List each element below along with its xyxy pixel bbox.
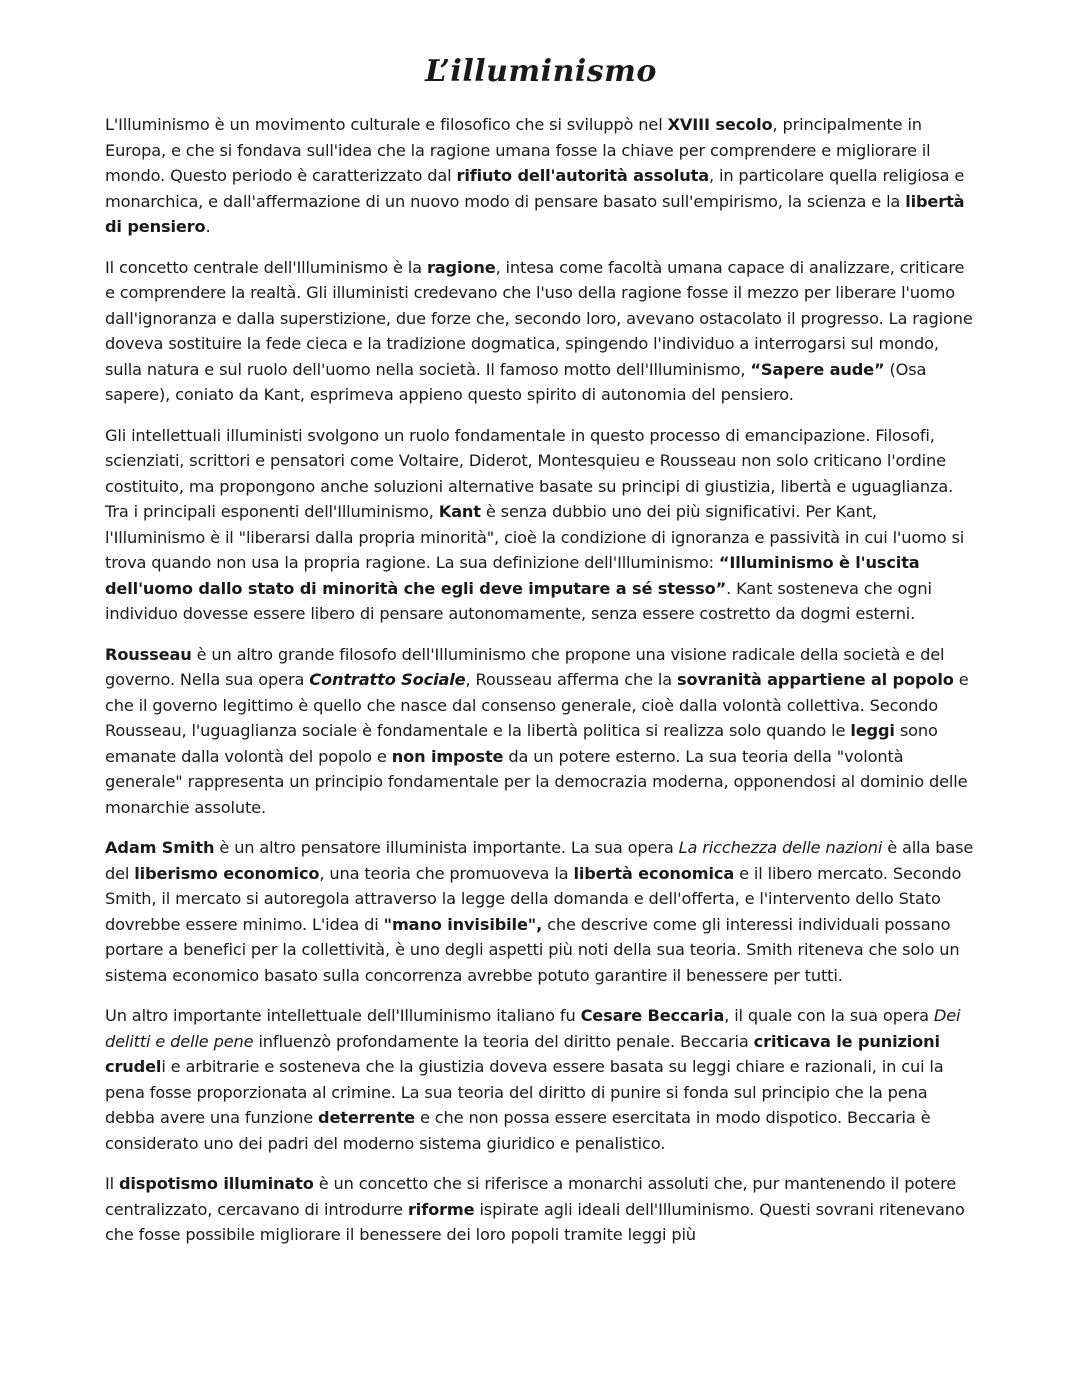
text-run: sono emanate dalla volontà del popolo e	[105, 721, 938, 766]
text-run: e il libero mercato. Secondo Smith, il mercato si autoregola attraverso la legge della domanda e dell'offerta, e l'intervento dello Stato dovrebbe essere minimo. L'idea di	[105, 863, 962, 934]
bold-text: Kant	[438, 502, 481, 521]
text-run: , una teoria che promuoveva la	[319, 863, 574, 883]
paragraph-1	[105, 112, 977, 240]
text-run: , Rousseau afferma che la	[465, 670, 678, 689]
document-page	[105, 0, 977, 1263]
text-run: , principalmente in Europa, e che si fondava sull'idea che la ragione umana fosse la chiave per comprendere e migliorare il mondo. Questo periodo è caratterizzato dal	[105, 115, 931, 185]
bold-text: libertà economica	[573, 863, 735, 883]
text-run: Un altro importante intellettuale dell'Illuminismo italiano fu	[105, 1006, 581, 1025]
paragraph-3	[105, 423, 977, 627]
bold-text: “Sapere aude”	[750, 359, 885, 379]
text-run: e che non possa essere esercitata in modo dispotico. Beccaria è considerato uno dei padri del moderno sistema giuridico e penalistico.	[105, 1108, 931, 1153]
italic-text: Dei delitti e delle pene	[105, 1006, 961, 1051]
text-run: Il	[105, 1174, 119, 1193]
paragraph-2	[105, 255, 977, 408]
bold-text: dispotismo illuminato	[118, 1174, 314, 1193]
bold-text: XVIII secolo	[667, 115, 773, 134]
text-run: . Kant sosteneva che ogni individuo dovesse essere libero di pensare autonomamente, senza essere costretto da dogmi esterni.	[105, 578, 932, 623]
text-run: ispirate agli ideali dell'Illuminismo. Questi sovrani ritenevano che fosse possibile migliorare il benessere dei loro popoli tramite leggi più	[105, 1199, 965, 1244]
text-run: è senza dubbio uno dei più significativi. Per Kant, l'Illuminismo è il "liberarsi dalla propria minorità", cioè la condizione di ignoranza e passività in cui l'uomo si trova quando non usa la propria ragione. La sua definizione dell'Illuminismo:	[105, 502, 965, 572]
text-run: , il quale con la sua opera	[724, 1006, 934, 1025]
text-run: che descrive come gli interessi individuali possano portare a benefici per la collettività, è uno degli aspetti più noti della sua teoria. Smith riteneva che solo un sistema economico basato sulla concorrenza avrebbe potuto garantire il benessere per tutti.	[105, 914, 960, 985]
text-run: è un concetto che si riferisce a monarchi assoluti che, pur mantenendo il potere centralizzato, cercavano di introdurre	[105, 1174, 957, 1219]
paragraph-4	[105, 642, 977, 821]
bold-text: criticava le punizioni crudel	[105, 1031, 940, 1076]
bold-text: riforme	[407, 1199, 475, 1219]
bold-text: “Illuminismo è l'uscita dell'uomo dallo stato di minorità che egli deve imputare a sé stesso”	[105, 553, 920, 598]
text-run: è alla base del	[105, 838, 974, 883]
text-run: è un altro grande filosofo dell'Illuminismo che propone una visione radicale della società e del governo. Nella sua opera	[105, 644, 945, 689]
paragraph-5	[105, 835, 977, 988]
text-run: da un potere esterno. La sua teoria della "volontà generale" rappresenta un principio fondamentale per la democrazia moderna, opponendosi al dominio delle monarchie assolute.	[105, 746, 968, 817]
document-body	[105, 112, 977, 1248]
text-run: L'Illuminismo è un movimento culturale e filosofico che si sviluppò nel	[105, 115, 668, 134]
italic-text: La ricchezza delle nazioni	[678, 838, 883, 857]
paragraph-6	[105, 1003, 977, 1156]
text-run: (Osa sapere), coniato da Kant, esprimeva appieno questo spirito di autonomia del pensiero.	[105, 359, 927, 404]
bold-text: sovranità appartiene al popolo	[677, 670, 954, 689]
text-run: Il concetto centrale dell'Illuminismo è la	[105, 257, 427, 277]
text-run: , in particolare quella religiosa e monarchica, e dall'affermazione di un nuovo modo di pensare basato sull'empirismo, la scienza e la	[105, 166, 965, 211]
bold-text: "mano invisibile",	[383, 914, 543, 934]
bold-text: liberismo economico	[134, 863, 320, 883]
bold-text: Rousseau	[105, 644, 192, 664]
bold-text: ragione	[426, 257, 496, 277]
emphasis-text: Contratto Sociale	[309, 670, 466, 689]
bold-text: rifiuto dell'autorità assoluta	[456, 166, 709, 185]
bold-text: non imposte	[391, 746, 504, 766]
text-run: influenzò profondamente la teoria del diritto penale. Beccaria	[253, 1031, 754, 1051]
text-run: Gli intellettuali illuministi svolgono un ruolo fondamentale in questo processo di emancipazione. Filosofi, scienziati, scrittori e pensatori come Voltaire, Diderot, Montesquieu e Rousseau non solo criticano l'ordine costituito, ma propongono anche soluzioni alternative basate su principi di giustizia, libertà e uguaglianza. Tra i principali esponenti dell'Illuminismo,	[105, 425, 954, 521]
bold-text: deterrente	[318, 1108, 415, 1127]
text-run: i e arbitrarie e sosteneva che la giustizia doveva essere basata su leggi chiare e razionali, in cui la pena fosse proporzionata al crimine. La sua teoria del diritto di punire si fonda sul principio che la pena debba avere una funzione	[105, 1057, 944, 1127]
page-title: L’illuminismo	[425, 54, 657, 89]
bold-text: Cesare Beccaria	[580, 1006, 725, 1025]
text-run: , intesa come facoltà umana capace di analizzare, criticare e comprendere la realtà. Gli illuministi credevano che l'uso della ragione fosse il mezzo per liberare l'uomo dall'ignoranza e dalla superstizione, due forze che, secondo loro, avevano ostacolato il progresso. La ragione doveva sostituire la fede cieca e la tradizione dogmatica, spingendo l'individuo a interrogarsi sul mondo, sulla natura e sul ruolo dell'uomo nella società. Il famoso motto dell'Illuminismo,	[105, 257, 973, 379]
text-run: e che il governo legittimo è quello che nasce dal consenso generale, cioè dalla volontà collettiva. Secondo Rousseau, l'uguaglianza sociale è fondamentale e la libertà politica si realizza solo quando le	[105, 670, 969, 740]
text-run: è un altro pensatore illuminista importante. La sua opera	[214, 838, 679, 857]
bold-text: libertà di pensiero	[105, 191, 965, 236]
text-run: .	[205, 217, 211, 236]
bold-text: Adam Smith	[105, 838, 215, 857]
paragraph-7	[105, 1171, 977, 1248]
bold-text: leggi	[850, 721, 895, 740]
